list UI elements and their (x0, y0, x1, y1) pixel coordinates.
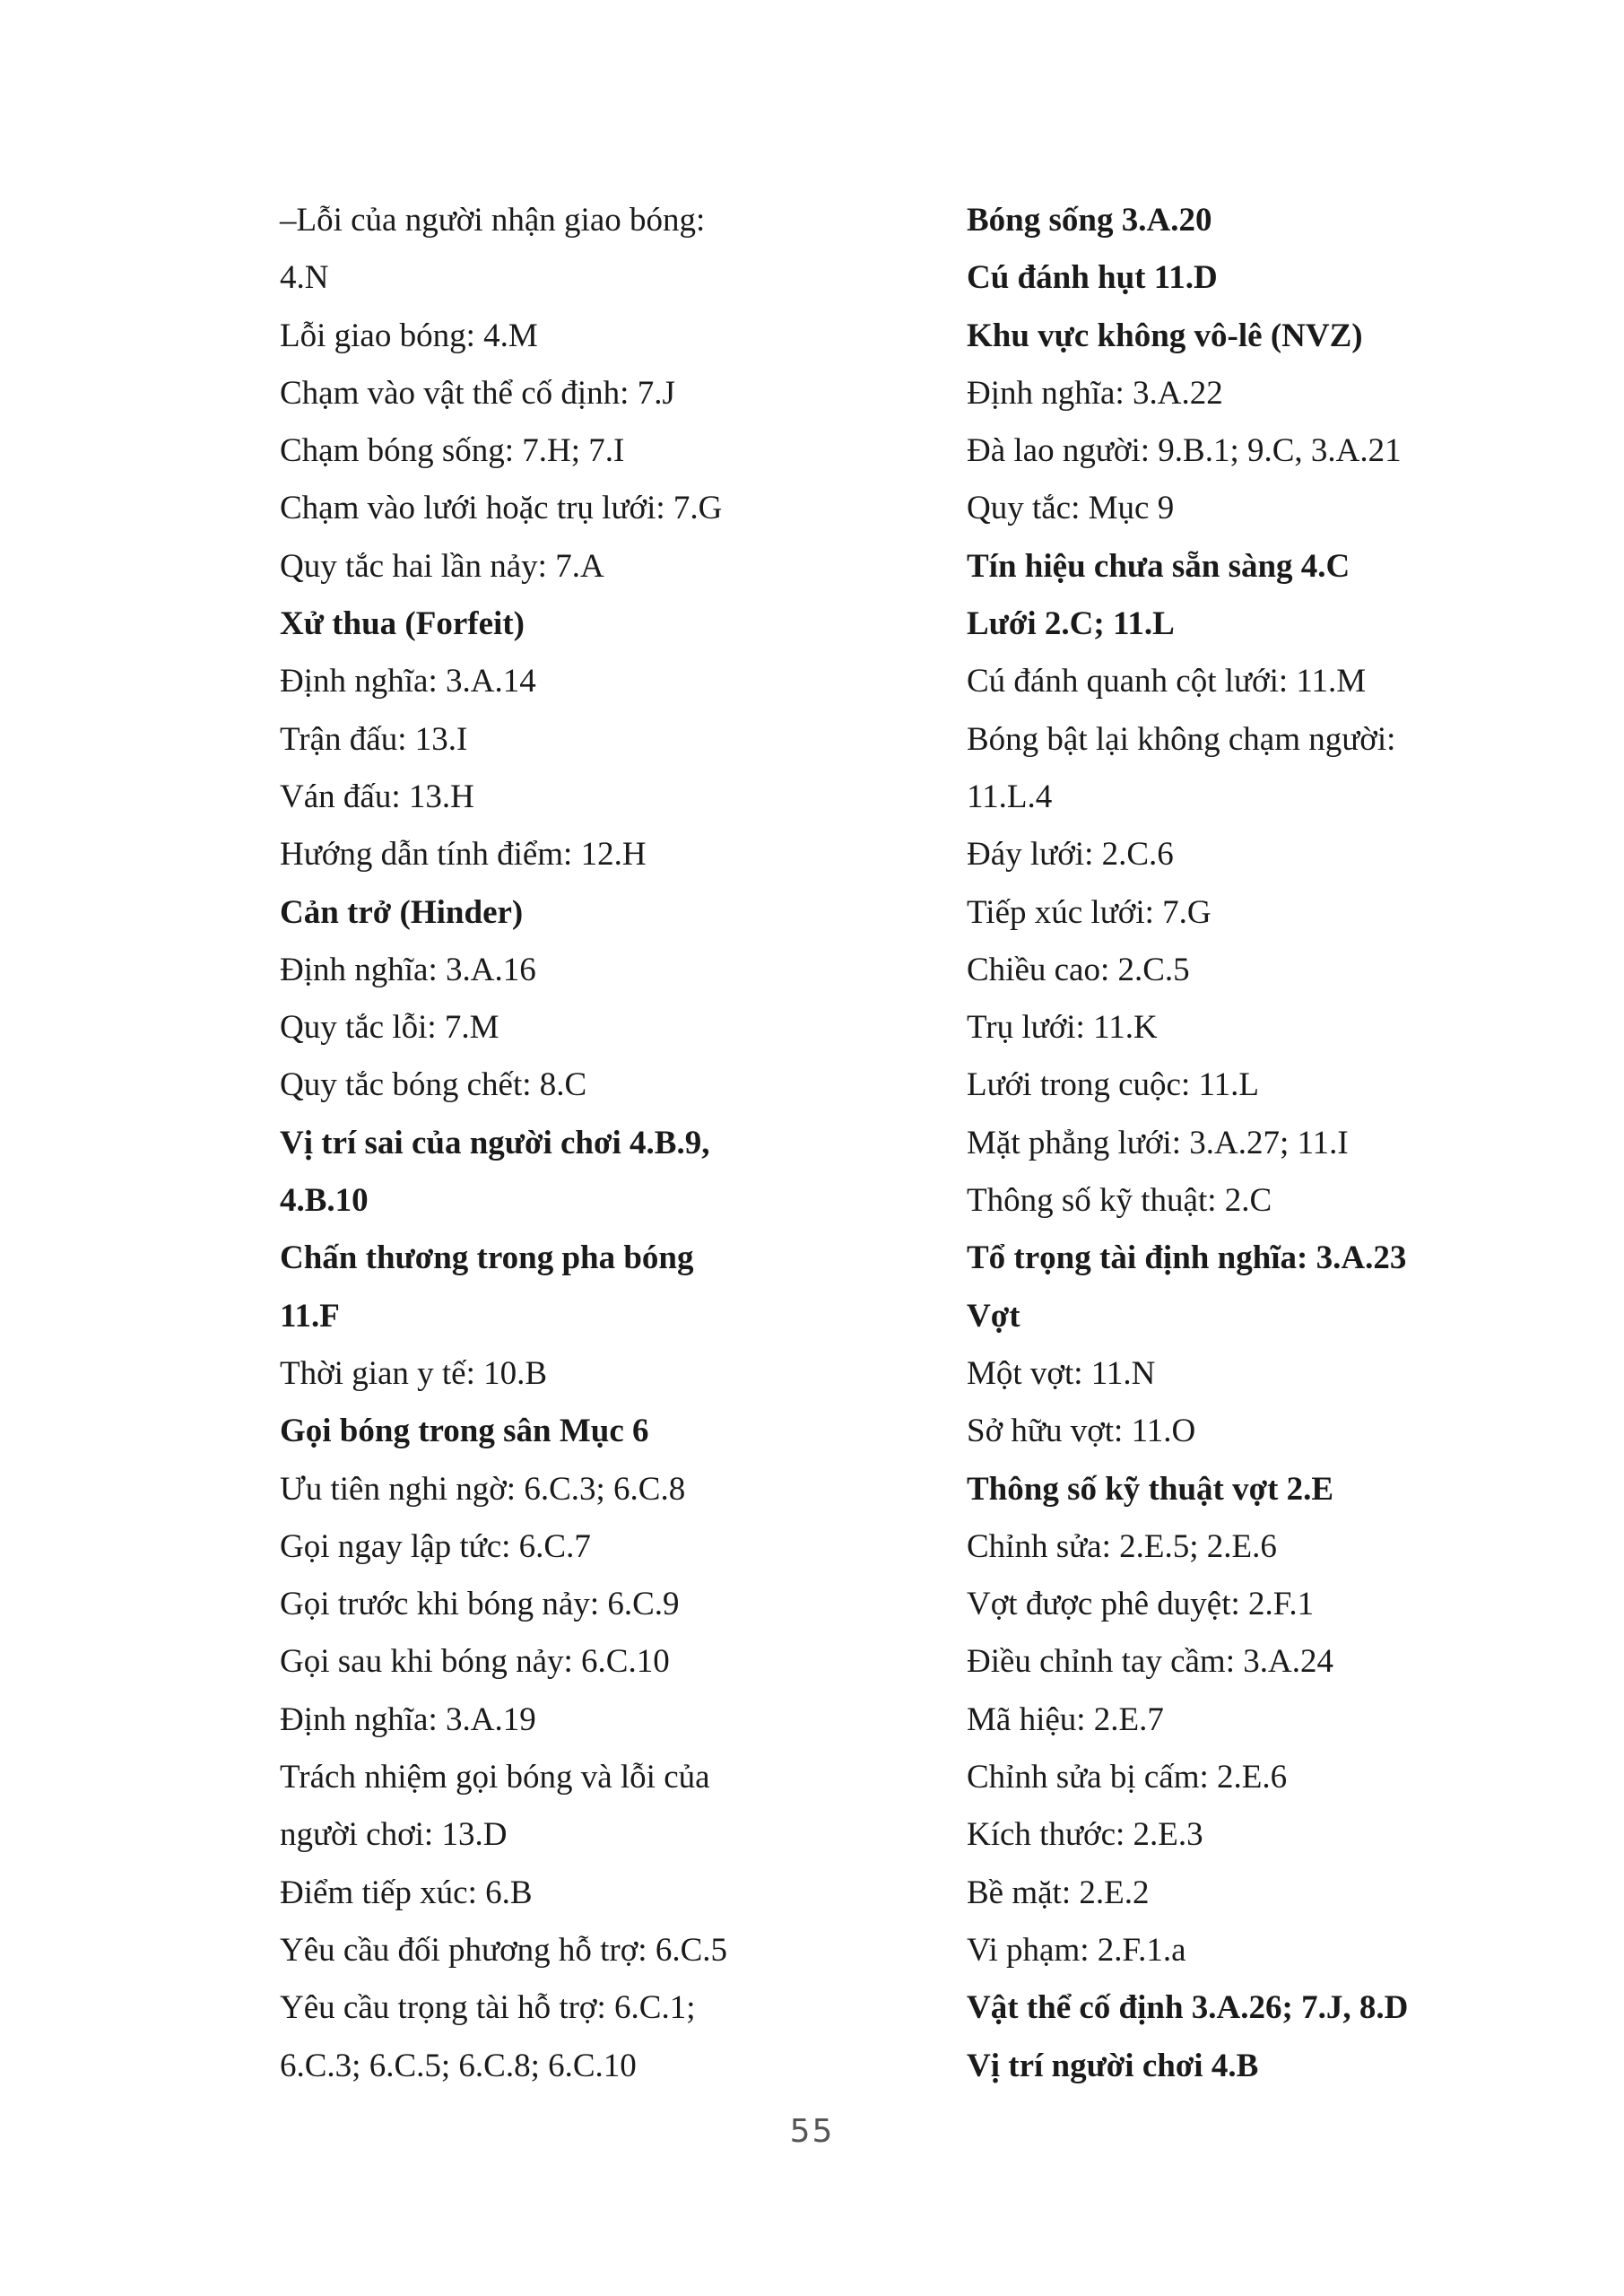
index-entry: Hướng dẫn tính điểm: 12.H (280, 836, 647, 874)
index-heading: Khu vực không vô-lê (NVZ) (967, 317, 1363, 354)
index-entry: 6.C.3; 6.C.5; 6.C.8; 6.C.10 (280, 2047, 637, 2084)
index-entry: Lưới trong cuộc: 11.L (967, 1066, 1259, 1104)
index-entry: Bề mặt: 2.E.2 (967, 1874, 1150, 1911)
index-entry: Thông số kỹ thuật: 2.C (967, 1182, 1272, 1220)
index-entry: Vợt được phê duyệt: 2.F.1 (967, 1586, 1315, 1623)
index-entry: Mã hiệu: 2.E.7 (967, 1700, 1164, 1738)
index-entry: Một vợt: 11.N (967, 1354, 1156, 1392)
index-entry: Điều chỉnh tay cầm: 3.A.24 (967, 1643, 1333, 1681)
index-heading: Thông số kỹ thuật vợt 2.E (967, 1470, 1334, 1508)
index-heading: Vật thể cố định 3.A.26; 7.J, 8.D (967, 1989, 1409, 2027)
index-entry: Định nghĩa: 3.A.22 (967, 374, 1223, 412)
index-entry: Vi phạm: 2.F.1.a (967, 1931, 1186, 1969)
index-entry: Gọi ngay lập tức: 6.C.7 (280, 1527, 591, 1565)
index-entry: Lỗi giao bóng: 4.M (280, 317, 538, 354)
index-entry: Định nghĩa: 3.A.14 (280, 663, 536, 700)
index-entry: Quy tắc bóng chết: 8.C (280, 1066, 587, 1104)
index-heading: Cú đánh hụt 11.D (967, 259, 1218, 297)
index-entry: Sở hữu vợt: 11.O (967, 1413, 1196, 1450)
index-entry: Điểm tiếp xúc: 6.B (280, 1874, 533, 1911)
index-entry: Cú đánh quanh cột lưới: 11.M (967, 663, 1367, 700)
index-heading: Vợt (967, 1297, 1020, 1335)
index-entry: Chạm bóng sống: 7.H; 7.I (280, 432, 625, 470)
index-entry: Định nghĩa: 3.A.16 (280, 951, 536, 988)
index-entry: Tiếp xúc lưới: 7.G (967, 893, 1211, 931)
page-number: 55 (789, 2113, 835, 2150)
index-entry: Trận đấu: 13.I (280, 720, 468, 758)
index-heading: Vị trí sai của người chơi 4.B.9, (280, 1124, 710, 1161)
index-entry: –Lỗi của người nhận giao bóng: (280, 202, 706, 239)
index-entry: Chiều cao: 2.C.5 (967, 951, 1190, 988)
index-entry: Quy tắc: Mục 9 (967, 490, 1175, 527)
index-heading: 4.B.10 (280, 1182, 369, 1220)
index-heading: 11.F (280, 1297, 340, 1335)
index-entry: Thời gian y tế: 10.B (280, 1354, 548, 1392)
index-heading: Tín hiệu chưa sẵn sàng 4.C (967, 547, 1350, 585)
index-heading: Chấn thương trong pha bóng (280, 1239, 694, 1277)
index-heading: Lưới 2.C; 11.L (967, 605, 1175, 643)
index-entry: Quy tắc lỗi: 7.M (280, 1009, 499, 1047)
index-entry: Gọi trước khi bóng nảy: 6.C.9 (280, 1586, 680, 1623)
index-entry: 11.L.4 (967, 778, 1053, 815)
index-heading: Vị trí người chơi 4.B (967, 2047, 1259, 2084)
index-heading: Xử thua (Forfeit) (280, 605, 525, 643)
index-entry: Trụ lưới: 11.K (967, 1009, 1158, 1047)
index-heading: Tổ trọng tài định nghĩa: 3.A.23 (967, 1239, 1407, 1277)
index-entry: Chỉnh sửa: 2.E.5; 2.E.6 (967, 1527, 1277, 1565)
index-entry: 4.N (280, 259, 329, 297)
index-entry: Bóng bật lại không chạm người: (967, 720, 1396, 758)
index-entry: Định nghĩa: 3.A.19 (280, 1700, 536, 1738)
index-entry: Chạm vào lưới hoặc trụ lưới: 7.G (280, 490, 723, 527)
index-entry: Chỉnh sửa bị cấm: 2.E.6 (967, 1759, 1288, 1796)
index-entry: Quy tắc hai lần nảy: 7.A (280, 547, 604, 585)
index-entry: Yêu cầu đối phương hỗ trợ: 6.C.5 (280, 1931, 728, 1969)
index-entry: Gọi sau khi bóng nảy: 6.C.10 (280, 1643, 670, 1681)
index-entry: Kích thước: 2.E.3 (967, 1816, 1203, 1854)
index-column-left (280, 192, 746, 2095)
index-entry: Ván đấu: 13.H (280, 778, 474, 815)
index-entry: Đà lao người: 9.B.1; 9.C, 3.A.21 (967, 432, 1402, 470)
index-entry: Chạm vào vật thể cố định: 7.J (280, 374, 675, 412)
index-entry: Trách nhiệm gọi bóng và lỗi của (280, 1759, 710, 1796)
index-entry: Ưu tiên nghi ngờ: 6.C.3; 6.C.8 (280, 1470, 686, 1508)
index-entry: Đáy lưới: 2.C.6 (967, 836, 1174, 874)
index-column-right (967, 192, 1469, 2095)
index-heading: Bóng sống 3.A.20 (967, 202, 1212, 239)
index-entry: Yêu cầu trọng tài hỗ trợ: 6.C.1; (280, 1989, 696, 2027)
index-heading: Cản trở (Hinder) (280, 893, 524, 931)
index-entry: Mặt phẳng lưới: 3.A.27; 11.I (967, 1124, 1349, 1161)
index-entry: người chơi: 13.D (280, 1816, 508, 1854)
index-heading: Gọi bóng trong sân Mục 6 (280, 1413, 649, 1450)
